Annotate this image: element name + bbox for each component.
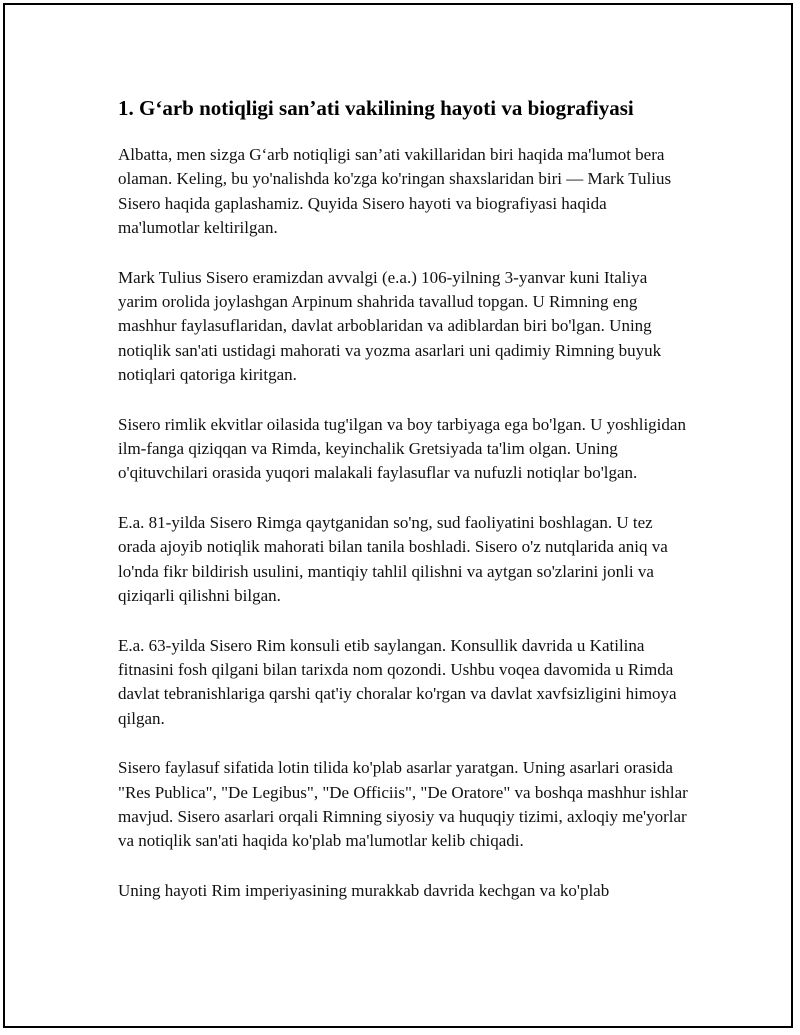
paragraph-upbringing: Sisero rimlik ekvitlar oilasida tug'ilgan va boy tarbiyaga ega bo'lgan. U yoshligidan ilm-fanga qiziqqan va Rimda, keyinchalik Gretsiyada ta'lim olgan. Uning o'qituvchilari orasida yuqori malakali faylasuflar va nufuzli notiqlar bo'lgan. [118, 414, 686, 483]
section-heading: 1. G‘arb notiqligi san’ati vakilining hayoti va biografiyasi [118, 96, 634, 120]
document-body [118, 95, 688, 928]
paragraph-life-truncated: Uning hayoti Rim imperiyasining murakkab davrida kechgan va ko'plab [118, 880, 610, 900]
paragraph-intro: Albatta, men sizga G‘arb notiqligi san’ati vakillaridan biri haqida ma'lumot bera olaman. Keling, bu yo'nalishda ko'zga ko'ringan shaxslaridan biri — Mark Tulius Sisero haqida gaplashamiz. Quyida Sisero hayoti va biografiyasi haqida ma'lumotlar keltirilgan. [118, 145, 672, 238]
paragraph-career-start: E.a. 81-yilda Sisero Rimga qaytganidan so'ng, sud faoliyatini boshlagan. U tez orada ajoyib notiqlik mahorati bilan tanila boshladi. Sisero o'z nutqlarida aniq va lo'nda fikr bildirish usulini, mantiqiy tahlil qilishni va aytgan so'zlarini jonli va qiziqarli qilishni bilgan. [118, 512, 668, 606]
paragraph-birth: Mark Tulius Sisero eramizdan avvalgi (e.a.) 106-yilning 3-yanvar kuni Italiya yarim orolida joylashgan Arpinum shahrida tavallud topgan. U Rimning eng mashhur faylasuflaridan, davlat arboblaridan va adiblardan biri bo'lgan. Uning notiqlik san'ati ustidagi mahorati va yozma asarlari uni qadimiy Rimning buyuk notiqlari qatoriga kiritgan. [118, 267, 662, 385]
paragraph-consulship: E.a. 63-yilda Sisero Rim konsuli etib saylangan. Konsullik davrida u Katilina fitnasini fosh qilgani bilan tarixda nom qozondi. Ushbu voqea davomida u Rimda davlat tebranishlariga qarshi qat'iy choralar ko'rgan va davlat xavfsizligini himoya qilgan. [118, 635, 677, 728]
paragraph-works: Sisero faylasuf sifatida lotin tilida ko'plab asarlar yaratgan. Uning asarlari orasida "Res Publica", "De Legibus", "De Officiis", "De Oratore" va boshqa mashhur ishlar mavjud. Sisero asarlari orqali Rimning siyosiy va huquqiy tizimi, axloqiy me'yorlar va notiqlik san'ati haqida ko'plab ma'lumotlar kelib chiqadi. [118, 758, 688, 851]
